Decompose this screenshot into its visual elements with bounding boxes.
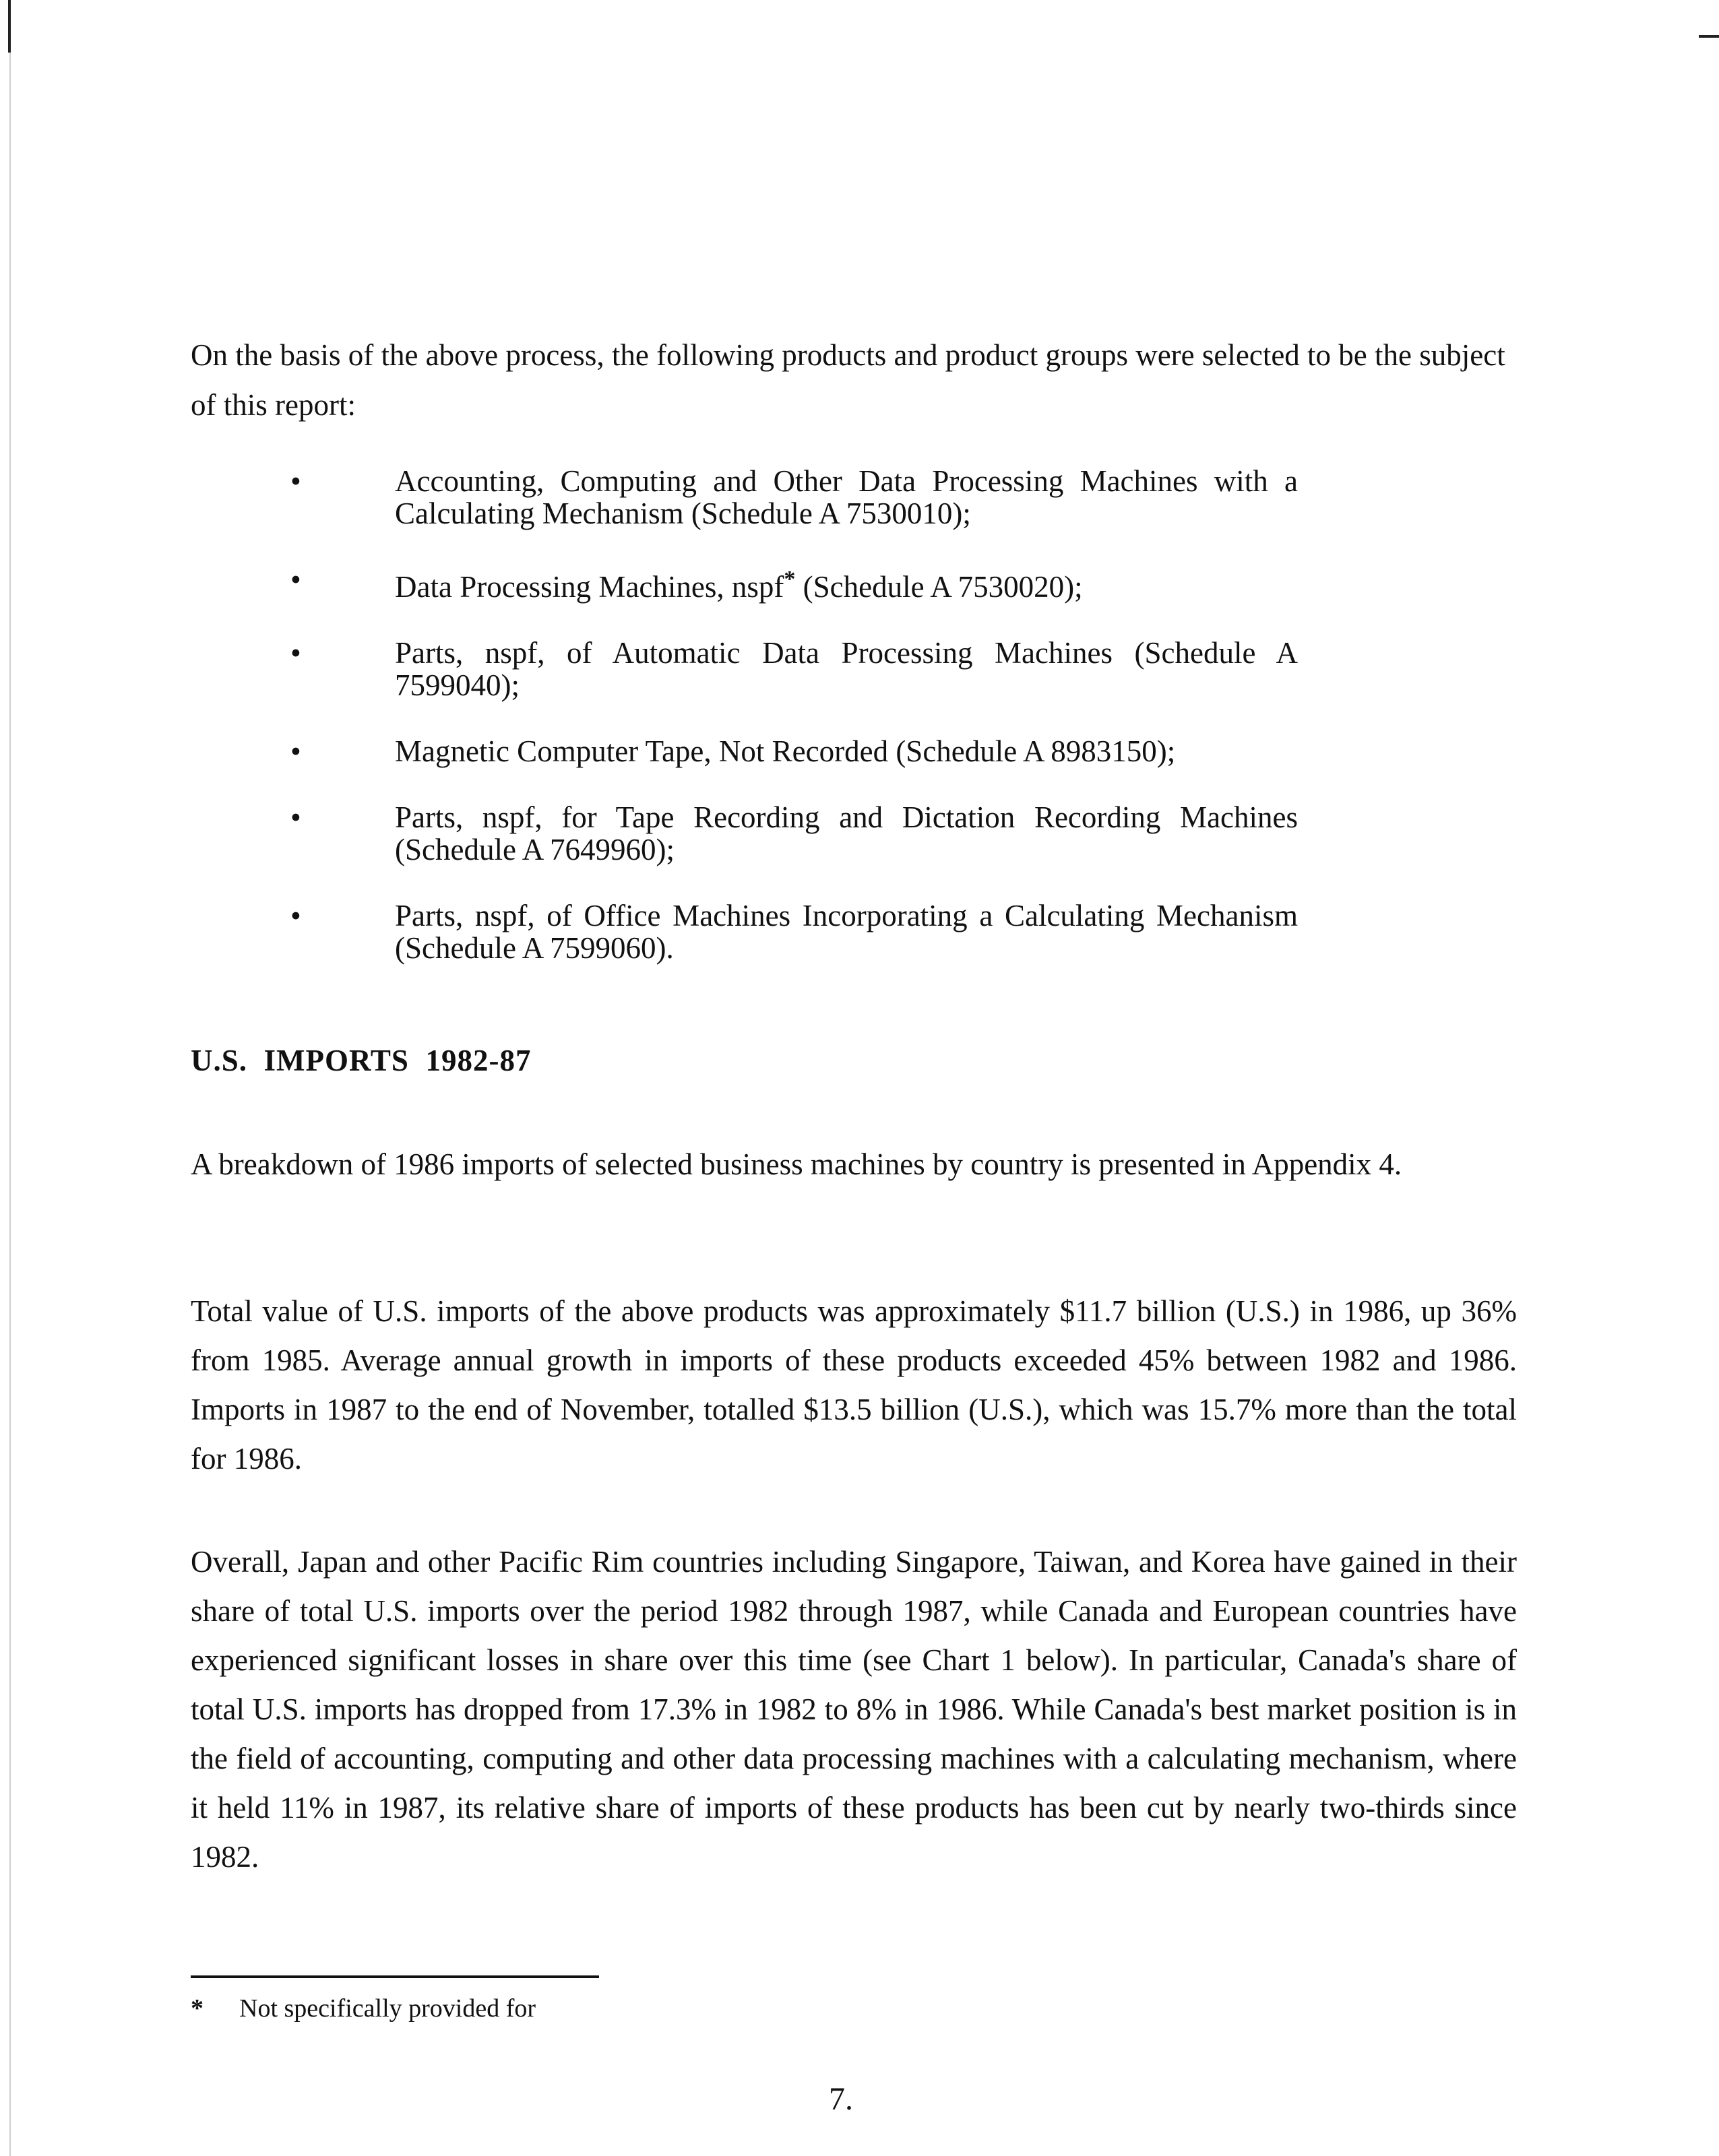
body-paragraph-market-share: Overall, Japan and other Pacific Rim countries including Singapore, Taiwan, and Korea have gained in their share of total U.S. imports over the period 1982 through 1987, while Canada and European countries have experienced significant losses in share over this time (see Chart 1 below). In particular, Canada's share of total U.S. imports has dropped from 17.3% in 1982 to 8% in 1986. While Canada's best market position is in the field of accounting, computing and other data processing machines with a calculating mechanism, where it held 11% in 1987, its relative share of imports of these products has been cut by nearly two-thirds since 1982.: [191, 1545, 1517, 1874]
footnote-divider: [191, 1975, 599, 1978]
list-item-text-main: Data Processing Machines, nspf: [395, 570, 784, 604]
list-item-text: Accounting, Computing and Other Data Processing Machines with a Calculating Mechanism (Schedule A 7530010);: [395, 464, 1298, 530]
list-item-text: [395, 563, 1298, 603]
list-item: [191, 735, 1336, 767]
footnote: [191, 1992, 536, 2025]
list-item: [191, 899, 1336, 964]
product-list: [191, 465, 1336, 964]
body-paragraph-appendix: A breakdown of 1986 imports of selected business machines by country is presented in Appendix 4.: [191, 1147, 1402, 1181]
list-item-text: Magnetic Computer Tape, Not Recorded (Schedule A 8983150);: [395, 734, 1176, 768]
page-number: 7.: [829, 2081, 853, 2117]
footnote-marker: *: [191, 1994, 204, 2023]
section-heading: U.S. IMPORTS 1982-87: [191, 1044, 532, 1077]
scan-edge-mark: [8, 0, 11, 53]
list-item-text: Parts, nspf, of Office Machines Incorporating a Calculating Mechanism (Schedule A 7599060).: [395, 899, 1298, 965]
bullet-icon: •: [290, 734, 301, 768]
list-item: [191, 465, 1336, 530]
list-item: [191, 801, 1336, 866]
list-item: [191, 637, 1336, 701]
bullet-icon: •: [290, 464, 301, 498]
bullet-icon: •: [290, 636, 301, 670]
list-item-text: Parts, nspf, of Automatic Data Processing Machines (Schedule A 7599040);: [395, 636, 1298, 702]
scan-edge-line: [9, 0, 11, 2156]
bullet-icon: •: [290, 563, 301, 596]
list-item-text-rest: (Schedule A 7530020);: [795, 570, 1083, 604]
intro-paragraph: On the basis of the above process, the following products and product groups were selected to be the subject of this report:: [191, 338, 1505, 422]
body-paragraph-imports-value: Total value of U.S. imports of the above products was approximately $11.7 billion (U.S.) in 1986, up 36% from 1985. Average annual growth in imports of these products exceeded 45% between 1982 and 1986. Imports in 1987 to the end of November, totalled $13.5 billion (U.S.), which was 15.7% more than the total for 1986.: [191, 1294, 1517, 1476]
bullet-icon: •: [290, 800, 301, 834]
list-item: [191, 563, 1336, 603]
list-item-text: Parts, nspf, for Tape Recording and Dictation Recording Machines (Schedule A 7649960);: [395, 800, 1298, 866]
scan-corner-mark: [1699, 35, 1719, 38]
footnote-text: Not specifically provided for: [239, 1994, 536, 2023]
footnote-marker: *: [784, 567, 796, 592]
bullet-icon: •: [290, 899, 301, 932]
